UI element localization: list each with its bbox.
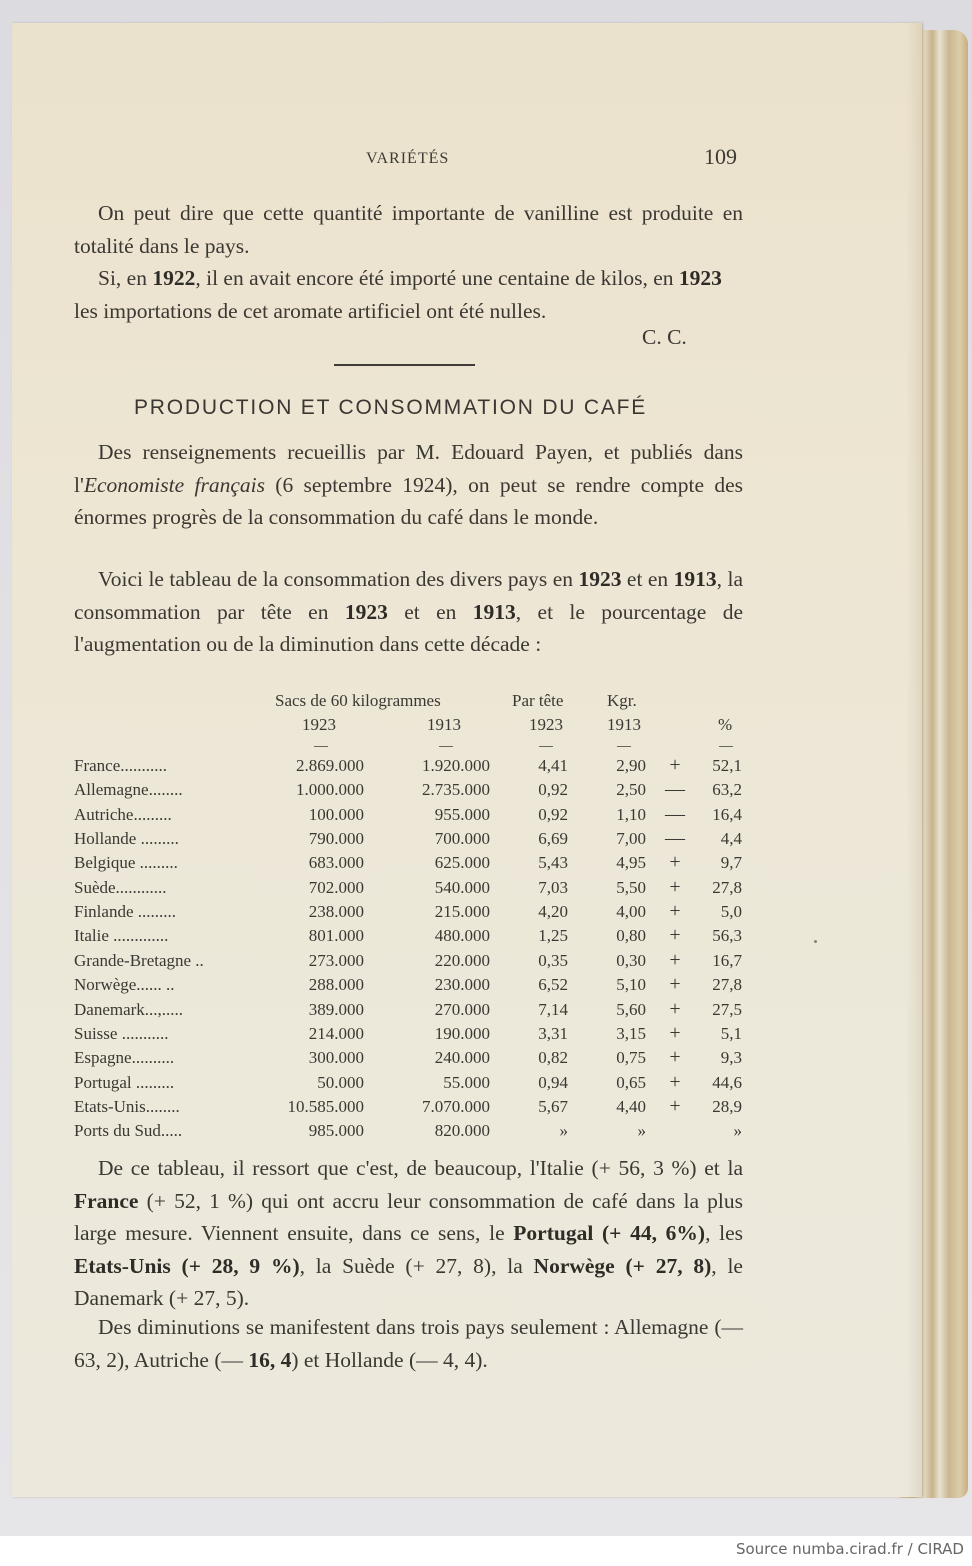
percent-change-cell: 63,2 xyxy=(712,780,742,800)
per-head-1923-cell: 0,94 xyxy=(538,1072,568,1092)
sacs-1913-cell: 7.070.000 xyxy=(422,1096,490,1116)
per-head-1923-cell: » xyxy=(559,1121,568,1141)
article-p2-c: , la consommation par tête en xyxy=(74,567,743,624)
sacs-1923-cell: 2.869.000 xyxy=(296,756,364,775)
percent-change-cell: 27,8 xyxy=(712,877,742,897)
table-row xyxy=(74,1021,754,1048)
per-head-1923-cell: 1,25 xyxy=(538,926,568,946)
country-cell: Grande-Bretagne .. xyxy=(74,950,204,970)
sacs-1913-cell: 270.000 xyxy=(434,999,490,1019)
change-sign-cell: + xyxy=(669,875,681,898)
sacs-1923-cell: 50.000 xyxy=(317,1072,364,1092)
percent-change-cell: 9,7 xyxy=(720,853,742,873)
percent-change-cell: 56,3 xyxy=(712,926,742,946)
concl-p1-b: (+ 52, 1 %) qui ont accru leur consommation de café dans la plus large mesure. Viennent ensuite, dans ce sens, le xyxy=(74,1188,743,1245)
change-sign-cell: + xyxy=(669,924,681,947)
per-head-1913-cell: 0,30 xyxy=(616,950,646,970)
per-head-1923-cell: 4,41 xyxy=(538,756,568,775)
concl-p2-b: ) et Hollande (— 4, 4). xyxy=(291,1347,488,1372)
per-head-1923-cell: 3,31 xyxy=(538,1023,568,1043)
conclusion-paragraph-1 xyxy=(74,1152,743,1315)
percent-change-cell: 9,3 xyxy=(720,1048,742,1068)
article-p2-y1: 1923 xyxy=(578,567,622,591)
concl-p1-eu: Etats-Unis (+ 28, 9 %) xyxy=(74,1253,300,1278)
sacs-1923-cell: 288.000 xyxy=(308,975,364,995)
conclusion-paragraph-2 xyxy=(74,1311,743,1376)
change-sign-cell: — xyxy=(665,827,685,850)
intro-p2-b: , il en avait encore été importé une centaine de kilos, en xyxy=(195,266,679,290)
per-head-1913-cell: 1,10 xyxy=(616,804,646,824)
country-cell: Italie ............. xyxy=(74,926,169,946)
sacs-1923-cell: 702.000 xyxy=(308,877,364,897)
source-credit: Source numba.cirad.fr / CIRAD xyxy=(735,1540,964,1558)
concl-p1-norwege: Norwège (+ 27, 8) xyxy=(533,1253,712,1278)
percent-change-cell: 16,7 xyxy=(712,950,742,970)
country-cell: Norwège...... .. xyxy=(74,975,175,995)
table-header-par-tete: Par tête xyxy=(512,691,564,710)
per-head-1913-cell: 0,65 xyxy=(616,1072,646,1092)
per-head-1923-cell: 5,67 xyxy=(538,1096,568,1116)
article-paragraph-2 xyxy=(74,563,743,661)
percent-change-cell: 16,4 xyxy=(712,804,742,824)
sacs-1923-cell: 273.000 xyxy=(308,950,364,970)
sacs-1913-cell: 190.000 xyxy=(434,1023,490,1043)
per-head-1913-cell: » xyxy=(637,1121,646,1141)
percent-change-cell: 27,5 xyxy=(712,999,742,1019)
article-p1-journal: Economiste français xyxy=(83,472,265,497)
per-head-1923-cell: 7,14 xyxy=(538,999,568,1019)
table-row xyxy=(74,902,754,926)
table-row xyxy=(74,802,754,829)
paper-speck xyxy=(814,940,817,943)
percent-change-cell: 27,8 xyxy=(712,975,742,995)
table-subheader-percent: % xyxy=(718,715,733,734)
per-head-1913-cell: 5,60 xyxy=(616,999,646,1019)
per-head-1913-cell: 4,40 xyxy=(616,1096,646,1116)
article-p2-y3: 1923 xyxy=(344,599,388,624)
per-head-1923-cell: 5,43 xyxy=(538,853,568,873)
percent-change-cell: » xyxy=(733,1121,742,1141)
per-head-1923-cell: 0,82 xyxy=(538,1048,568,1068)
intro-p2-year1: 1922 xyxy=(152,266,196,290)
article-p2-a: Voici le tableau de la consommation des divers pays en xyxy=(98,567,579,591)
country-cell: Suisse ........... xyxy=(74,1023,169,1043)
intro-paragraph-1 xyxy=(74,197,743,262)
per-head-1913-cell: 0,80 xyxy=(616,926,646,946)
change-sign-cell: + xyxy=(669,948,681,971)
table-subheader-per-head-1913: 1913 xyxy=(607,715,641,734)
percent-change-cell: 5,1 xyxy=(720,1023,742,1043)
table-row xyxy=(74,1070,754,1097)
table-subheader-sacs-1913: 1913 xyxy=(427,715,461,734)
table-row xyxy=(74,975,754,999)
change-sign-cell: — xyxy=(665,802,685,825)
sacs-1923-cell: 100.000 xyxy=(308,804,364,824)
article-p2-y2: 1913 xyxy=(673,567,717,591)
sacs-1923-cell: 389.000 xyxy=(308,999,364,1019)
sacs-1923-cell: 790.000 xyxy=(308,829,364,849)
percent-change-cell: 4,4 xyxy=(720,829,742,849)
concl-p1-e: , le Danemark (+ 27, 5). xyxy=(74,1253,743,1310)
table-dash xyxy=(439,746,453,747)
change-sign-cell: + xyxy=(669,1070,681,1093)
section-divider xyxy=(334,364,475,366)
change-sign-cell: — xyxy=(665,778,685,801)
sacs-1913-cell: 820.000 xyxy=(434,1121,490,1141)
sacs-1923-cell: 238.000 xyxy=(308,902,364,922)
concl-p2-a: Des diminutions se manifestent dans trois pays seulement : Allemagne (— 63, 2), Autriche (— xyxy=(74,1315,743,1372)
change-sign-cell: + xyxy=(669,1046,681,1069)
per-head-1913-cell: 2,50 xyxy=(616,780,646,800)
sacs-1913-cell: 540.000 xyxy=(434,877,490,897)
sacs-1913-cell: 1.920.000 xyxy=(422,756,490,775)
sacs-1923-cell: 683.000 xyxy=(308,853,364,873)
table-row xyxy=(74,756,754,780)
per-head-1913-cell: 0,75 xyxy=(616,1048,646,1068)
per-head-1913-cell: 5,50 xyxy=(616,877,646,897)
sacs-1923-cell: 801.000 xyxy=(308,926,364,946)
concl-p1-c: , les xyxy=(705,1221,744,1245)
percent-change-cell: 52,1 xyxy=(712,756,742,775)
per-head-1913-cell: 5,10 xyxy=(616,975,646,995)
table-dash xyxy=(617,746,631,747)
concl-p1-portugal: Portugal (+ 44, 6%) xyxy=(513,1221,706,1245)
table-row xyxy=(74,780,754,804)
table-row xyxy=(74,829,754,853)
sacs-1923-cell: 10.585.000 xyxy=(287,1096,364,1116)
article-p1-a: Des renseignements recueillis par M. Edouard Payen, et publiés dans l' xyxy=(74,440,743,497)
change-sign-cell: + xyxy=(669,754,681,776)
article-p2-d: et en xyxy=(387,599,473,624)
country-cell: France........... xyxy=(74,756,168,775)
intro-p2-a: Si, en xyxy=(98,266,153,290)
concl-p1-d: , la Suède (+ 27, 8), la xyxy=(299,1253,534,1278)
table-dash xyxy=(314,746,328,747)
change-sign-cell: + xyxy=(669,1094,681,1117)
table-row xyxy=(74,1121,754,1145)
per-head-1913-cell: 4,95 xyxy=(616,853,646,873)
article-p1-b: (6 septembre 1924), on peut se rendre compte des énormes progrès de la consommation du café dans le monde. xyxy=(74,472,743,529)
intro-paragraph-1-text: On peut dire que cette quantité importante de vanilline est produite en totalité dans le pays. xyxy=(74,201,743,258)
table-row xyxy=(74,997,754,1024)
sacs-1923-cell: 214.000 xyxy=(308,1023,364,1043)
country-cell: Finlande ......... xyxy=(74,902,176,922)
sacs-1913-cell: 700.000 xyxy=(434,829,490,849)
per-head-1913-cell: 3,15 xyxy=(616,1023,646,1043)
article-title: PRODUCTION ET CONSOMMATION DU CAFÉ xyxy=(134,396,648,419)
table-dash xyxy=(539,746,553,747)
sacs-1923-cell: 300.000 xyxy=(308,1048,364,1068)
country-cell: Portugal ......... xyxy=(74,1072,175,1092)
intro-p2-c: les importations de cet aromate artificiel ont été nulles. xyxy=(74,298,547,323)
percent-change-cell: 44,6 xyxy=(712,1072,742,1092)
concl-p1-france: France xyxy=(74,1188,139,1213)
table-dash xyxy=(719,746,733,747)
per-head-1913-cell: 2,90 xyxy=(616,756,646,775)
sacs-1913-cell: 215.000 xyxy=(434,902,490,922)
concl-p2-bold: 16, 4 xyxy=(248,1347,292,1372)
concl-p1-a: De ce tableau, il ressort que c'est, de beaucoup, l'Italie (+ 56, 3 %) et la xyxy=(98,1156,743,1180)
sacs-1923-cell: 985.000 xyxy=(308,1121,364,1141)
country-cell: Belgique ......... xyxy=(74,853,178,873)
country-cell: Ports du Sud..... xyxy=(74,1121,183,1141)
per-head-1923-cell: 4,20 xyxy=(538,902,568,922)
signature: C. C. xyxy=(642,325,687,349)
country-cell: Danemark...,..... xyxy=(74,999,184,1019)
sacs-1913-cell: 955.000 xyxy=(434,804,490,824)
country-cell: Etats-Unis........ xyxy=(74,1096,180,1116)
change-sign-cell: + xyxy=(669,851,681,874)
per-head-1913-cell: 4,00 xyxy=(616,902,646,922)
per-head-1923-cell: 6,52 xyxy=(538,975,568,995)
percent-change-cell: 28,9 xyxy=(712,1096,742,1116)
table-row xyxy=(74,948,754,975)
table-row xyxy=(74,875,754,902)
article-p2-b: et en xyxy=(621,567,674,591)
per-head-1923-cell: 0,92 xyxy=(538,780,568,800)
per-head-1923-cell: 7,03 xyxy=(538,877,568,897)
per-head-1913-cell: 7,00 xyxy=(616,829,646,849)
table-row xyxy=(74,1094,754,1121)
intro-p2-year2: 1923 xyxy=(678,266,722,290)
table-header-sacs: Sacs de 60 kilogrammes xyxy=(275,691,441,710)
percent-change-cell: 5,0 xyxy=(720,902,742,922)
sacs-1913-cell: 55.000 xyxy=(443,1072,490,1092)
country-cell: Autriche......... xyxy=(74,804,172,824)
table-row xyxy=(74,1048,754,1072)
sacs-1913-cell: 220.000 xyxy=(434,950,490,970)
per-head-1923-cell: 0,92 xyxy=(538,804,568,824)
per-head-1923-cell: 0,35 xyxy=(538,950,568,970)
country-cell: Suède............ xyxy=(74,877,167,897)
change-sign-cell: + xyxy=(669,900,681,923)
change-sign-cell: + xyxy=(669,1021,681,1044)
page-number: 109 xyxy=(704,144,737,169)
country-cell: Espagne.......... xyxy=(74,1048,175,1068)
table-header-kgr: Kgr. xyxy=(607,691,637,710)
table-subheader-sacs-1923: 1923 xyxy=(302,715,336,734)
sacs-1913-cell: 2.735.000 xyxy=(422,780,490,800)
change-sign-cell: + xyxy=(669,997,681,1020)
sacs-1913-cell: 240.000 xyxy=(434,1048,490,1068)
running-head: VARIÉTÉS xyxy=(366,150,450,167)
table-subheader-per-head-1923: 1923 xyxy=(529,715,563,734)
sacs-1913-cell: 230.000 xyxy=(434,975,490,995)
change-sign-cell: + xyxy=(669,973,681,996)
sacs-1913-cell: 480.000 xyxy=(434,926,490,946)
table-row xyxy=(74,926,754,950)
country-cell: Hollande ......... xyxy=(74,829,179,849)
sacs-1923-cell: 1.000.000 xyxy=(296,780,364,800)
article-p2-e: , et le pourcentage de l'augmentation ou de la diminution dans cette décade : xyxy=(74,599,744,656)
per-head-1923-cell: 6,69 xyxy=(538,829,568,849)
article-p2-y4: 1913 xyxy=(472,599,516,624)
intro-paragraph-2 xyxy=(74,262,743,327)
table-row xyxy=(74,853,754,877)
article-paragraph-1 xyxy=(74,436,743,534)
sacs-1913-cell: 625.000 xyxy=(434,853,490,873)
country-cell: Allemagne........ xyxy=(74,780,183,800)
